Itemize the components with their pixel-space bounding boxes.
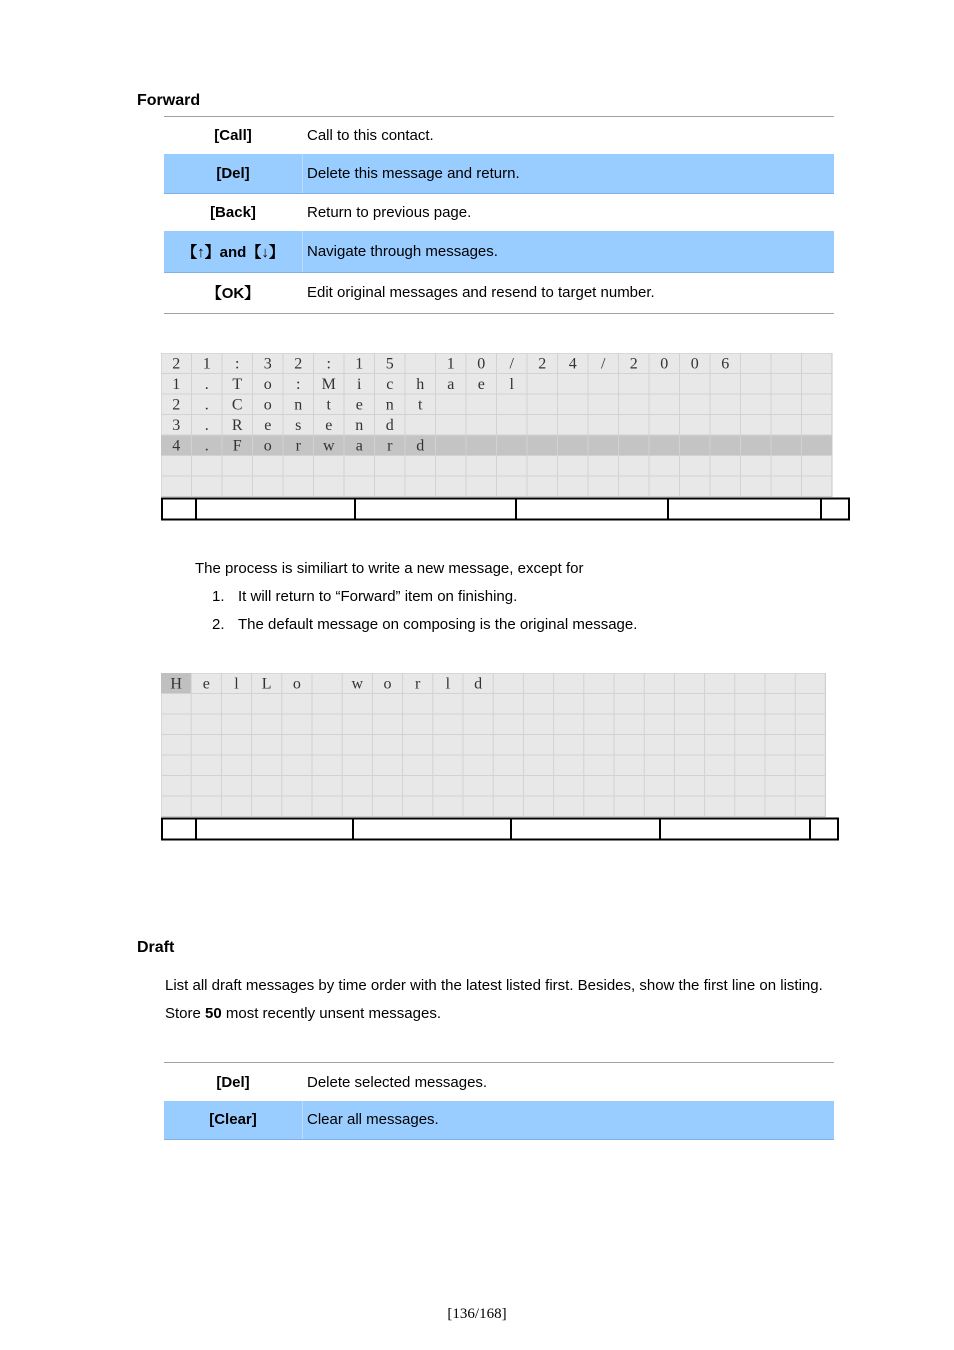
draft-description: List all draft messages by time order with the latest listed first. Besides, show the first line on listing. (165, 977, 823, 994)
lcd-character: 2 (294, 355, 303, 373)
key-label: [Del] (216, 1073, 250, 1091)
lcd-character: H (170, 675, 182, 693)
page-number: [136/168] (447, 1306, 507, 1322)
note-intro: The process is similiart to write a new message, except for (195, 560, 584, 577)
list-item (212, 616, 637, 633)
lcd-character: . (204, 376, 209, 393)
lcd-character: o (263, 376, 272, 393)
lcd-character: 1 (446, 355, 455, 373)
lcd-character: 2 (172, 396, 181, 414)
key-description: Call to this contact. (303, 117, 835, 154)
lcd-character: e (355, 396, 363, 414)
lcd-character: a (447, 376, 455, 393)
section-heading-forward: Forward (137, 92, 201, 109)
lcd-character: l (509, 376, 514, 393)
lcd-character: l (445, 675, 451, 693)
key-label: [Del] (164, 154, 303, 193)
key-description: Delete selected messages. (303, 1063, 835, 1101)
lcd-character: 2 (172, 355, 181, 373)
lcd-character: t (418, 396, 423, 414)
table-row (164, 154, 834, 193)
lcd-character: 0 (660, 355, 669, 373)
lcd-character: e (202, 675, 210, 693)
lcd-character: e (325, 417, 333, 434)
lcd-character: o (383, 675, 392, 693)
key-label: 【↑】and【↓】 (164, 231, 303, 272)
table-row (164, 117, 834, 154)
lcd-character: 1 (202, 355, 211, 373)
lcd-character: . (204, 417, 209, 434)
lcd-character: / (601, 355, 606, 373)
lcd-character: w (322, 437, 335, 455)
lcd-character: h (416, 376, 425, 393)
list-item (212, 588, 517, 605)
lcd-character: r (295, 437, 301, 455)
draft-store-count: 50 (205, 1005, 222, 1022)
lcd-character: 3 (263, 355, 272, 373)
table-bottom-rule (164, 313, 834, 314)
lcd-character: . (204, 437, 209, 455)
phone-screen-forward-menu (161, 353, 851, 522)
lcd-character: . (204, 396, 209, 414)
key-label: [Clear] (164, 1101, 303, 1139)
list-text: The default message on composing is the original message. (238, 616, 638, 633)
draft-description-store (165, 1000, 441, 1028)
lcd-character: r (387, 437, 393, 455)
table-row (164, 193, 834, 231)
table-row (164, 272, 834, 312)
lcd-character: d (416, 437, 425, 455)
key-description: Return to previous page. (303, 193, 835, 231)
table-row (164, 1101, 834, 1139)
lcd-softkey-bar (162, 819, 838, 840)
lcd-character: 2 (629, 355, 638, 373)
lcd-character: t (326, 396, 331, 414)
lcd-character: 2 (538, 355, 547, 373)
lcd-character: T (232, 376, 243, 393)
phone-screen-compose (161, 673, 840, 842)
table-row (164, 231, 834, 272)
lcd-character: 5 (385, 355, 394, 373)
lcd-character: F (232, 437, 242, 455)
lcd-character: : (326, 355, 331, 373)
lcd-character: 1 (355, 355, 364, 373)
lcd-character: o (292, 675, 301, 693)
lcd-character: : (235, 355, 240, 373)
lcd-character: e (477, 376, 485, 393)
lcd-character: l (234, 675, 239, 693)
lcd-character: c (386, 376, 394, 393)
lcd-character: L (261, 675, 272, 693)
draft-store-text-end: most recently unsent messages. (221, 1005, 441, 1022)
lcd-character: n (385, 396, 394, 414)
draft-store-text: Store (165, 1005, 206, 1022)
lcd-character: R (231, 417, 243, 434)
list-number: 1. (212, 588, 225, 605)
lcd-character: e (264, 417, 272, 434)
lcd-character: n (294, 396, 303, 414)
lcd-character: / (509, 355, 514, 373)
lcd-character: n (355, 417, 364, 434)
list-number: 2. (212, 616, 225, 633)
lcd-character: o (263, 396, 272, 414)
lcd-character: s (295, 417, 302, 434)
lcd-character: 6 (721, 355, 730, 373)
lcd-character: 4 (568, 355, 577, 373)
table-row (164, 1063, 834, 1101)
key-label: [Call] (214, 127, 252, 144)
lcd-character: 3 (172, 417, 181, 434)
key-description: Navigate through messages. (303, 231, 835, 272)
lcd-character: i (357, 376, 362, 393)
key-description: Edit original messages and resend to target number. (303, 272, 835, 312)
lcd-character: : (296, 376, 301, 393)
key-label: [Back] (210, 203, 256, 221)
lcd-character: o (263, 437, 272, 455)
phone-screen-compose-svg (161, 673, 840, 842)
forward-key-table (164, 117, 834, 312)
key-description: Clear all messages. (303, 1101, 835, 1139)
lcd-character: a (355, 437, 363, 455)
lcd-character: C (231, 396, 243, 414)
phone-screen-forward-menu-svg (161, 353, 851, 522)
lcd-character: M (321, 376, 336, 393)
draft-key-table (164, 1063, 834, 1140)
lcd-character: 1 (172, 376, 181, 393)
key-label: 【OK】 (206, 284, 260, 302)
lcd-softkey-bar (162, 499, 849, 520)
lcd-character: d (474, 675, 483, 693)
list-text: It will return to “Forward” item on finishing. (238, 588, 518, 605)
lcd-character: r (415, 675, 421, 693)
section-heading-draft: Draft (137, 939, 175, 956)
lcd-character: w (351, 675, 364, 693)
lcd-character: d (385, 417, 394, 434)
key-description: Delete this message and return. (303, 154, 835, 193)
lcd-character: 0 (477, 355, 486, 373)
lcd-character: 4 (172, 437, 181, 455)
lcd-character: 0 (690, 355, 699, 373)
